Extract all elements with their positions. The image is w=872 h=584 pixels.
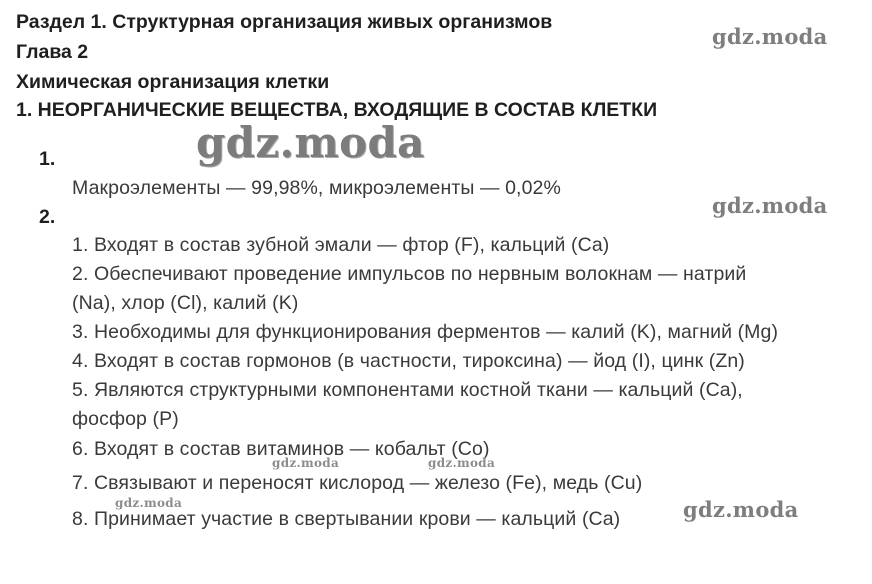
task-2-item-5: 5. Являются структурными компонентами костной ткани — кальций (Ca),: [72, 379, 743, 401]
task-1-answer: Макроэлементы — 99,98%, микроэлементы — 0,02%: [72, 177, 561, 199]
task-2-item-1: 1. Входят в состав зубной эмали — фтор (F), кальций (Ca): [72, 234, 610, 256]
watermark: gdz.moda: [712, 193, 828, 218]
task-2-item-2: 2. Обеспечивают проведение импульсов по нервным волокнам — натрий: [72, 263, 747, 285]
task-2-number: 2.: [39, 206, 56, 228]
task-2-item-5-cont: фосфор (P): [72, 408, 179, 430]
task-2-item-6: 6. Входят в состав витаминов — кобальт (Co): [72, 438, 490, 460]
task-2-item-7: 7. Связывают и переносят кислород — железо (Fe), медь (Cu): [72, 472, 643, 494]
page-title: 1. НЕОРГАНИЧЕСКИЕ ВЕЩЕСТВА, ВХОДЯЩИЕ В СОСТАВ КЛЕТКИ: [16, 99, 658, 121]
topic-heading: Химическая организация клетки: [16, 71, 330, 93]
task-2-item-4: 4. Входят в состав гормонов (в частности, тироксина) — йод (I), цинк (Zn): [72, 350, 745, 372]
watermark: gdz.moda: [683, 497, 799, 522]
chapter-heading: Глава 2: [16, 41, 89, 63]
task-2-item-8: 8. Принимает участие в свертывании крови — кальций (Ca): [72, 508, 621, 530]
task-2-item-3: 3. Необходимы для функционирования ферментов — калий (K), магний (Mg): [72, 321, 779, 343]
task-2-item-2-cont: (Na), хлор (Cl), калий (K): [72, 292, 299, 314]
section-heading: Раздел 1. Структурная организация живых организмов: [16, 11, 553, 33]
watermark: gdz.moda: [196, 118, 425, 167]
watermark: gdz.moda: [712, 24, 828, 49]
task-1-number: 1.: [39, 148, 56, 170]
watermark: gdz.moda: [428, 456, 496, 470]
watermark: gdz.moda: [272, 456, 340, 470]
watermark: gdz.moda: [115, 496, 183, 510]
